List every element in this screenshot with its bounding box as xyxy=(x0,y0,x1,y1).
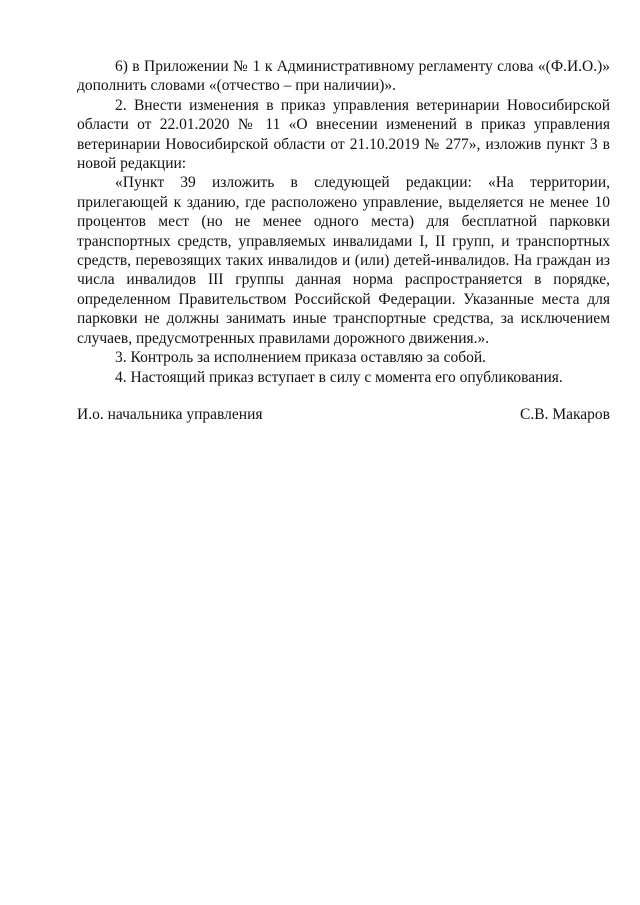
document-body xyxy=(77,57,610,387)
paragraph-parking-clause: «Пункт 39 изложить в следующей редакции: «На территории, прилегающей к зданию, где расположено управление, выделяется не менее 10 процентов мест (но не менее одного места) для бесплатной парковки транспортных средств, управляемых инвалидами I, II групп, и транспортных средств, перевозящих таких инвалидов и (или) детей-инвалидов. На граждан из числа инвалидов III группы данная норма распространяется в порядке, определенном Правительством Российской Федерации. Указанные места для парковки не должны занимать иные транспортные средства, за исключением случаев, предусмотренных правилами дорожного движения.». xyxy=(77,174,610,347)
paragraph-effective-date: 4. Настоящий приказ вступает в силу с момента его опубликования. xyxy=(115,368,563,386)
signatory-name: С.В. Макаров xyxy=(520,406,610,423)
paragraph-appendix-amendment: 6) в Приложении № 1 к Административному регламенту слова «(Ф.И.О.)» дополнить словами «(отчество – при наличии)». xyxy=(77,58,610,95)
paragraph-control: 3. Контроль за исполнением приказа оставляю за собой. xyxy=(115,349,487,367)
paragraph-order-amendment: 2. Внести изменения в приказ управления ветеринарии Новосибирской области от 22.01.2020 № 11 «О внесении изменений в приказ управления ветеринарии Новосибирской области от 21.10.2019 № 277», изложив пункт 3 в новой редакции: xyxy=(77,96,610,173)
signatory-position: И.о. начальника управления xyxy=(77,406,263,423)
signature-block xyxy=(77,405,610,424)
